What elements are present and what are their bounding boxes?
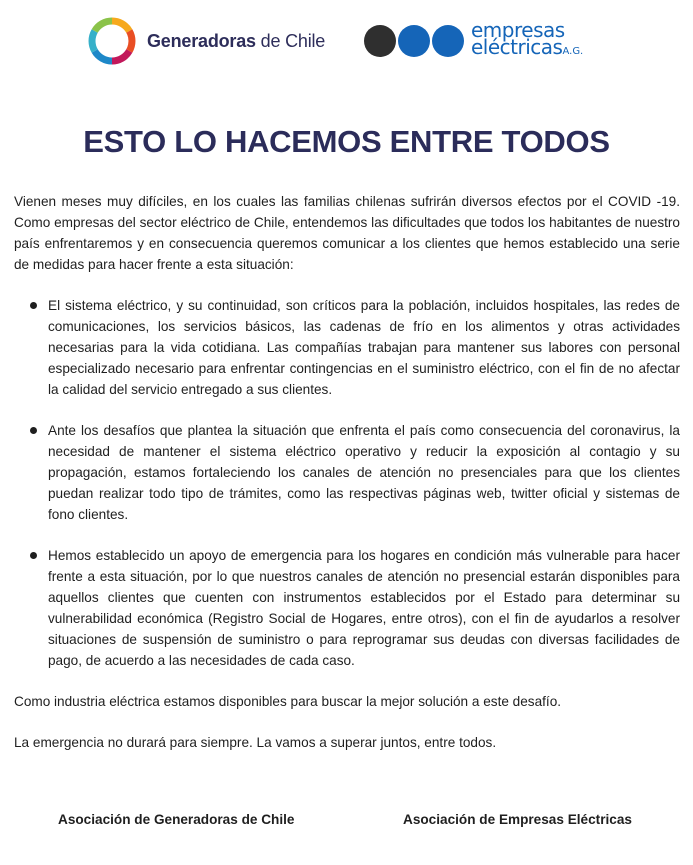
list-item: Hemos establecido un apoyo de emergencia para los hogares en condición más vulnerable para hacer frente a esta situación, por lo que nuestros canales de atención no presencial estarán disponibles para aquellos clientes que cuenten con instrumentos establecidos por el Estado para determinar su vulnerabilidad económica (Registro Social de Hogares, entre otros), con el fin de ayudarlos a resolver situaciones de suspensión de suministro o para reprogramar sus deudas con diversas facilidades de pago, de acuerdo a las necesidades de cada caso.: [14, 545, 680, 671]
bullet-icon: [30, 302, 37, 309]
bullet-icon: [30, 427, 37, 434]
signatures: [0, 812, 693, 832]
measures-list: [14, 295, 680, 671]
header-logos: [0, 14, 693, 68]
signature-empresas: Asociación de Empresas Eléctricas: [403, 812, 632, 827]
empresas-logo-text: empresas eléctricasA.G.: [471, 18, 584, 59]
list-item: Ante los desafíos que plantea la situación que enfrenta el país como consecuencia del coronavirus, la necesidad de mantener el sistema eléctrico operativo y reducir la exposición al contagio y su propagación, estamos fortaleciendo los canales de atención no presenciales para que los clientes puedan realizar todo tipo de trámites, como las respectivas páginas web, twitter oficial y sistemas de fono clientes.: [14, 420, 680, 525]
document-body: [14, 191, 680, 753]
signature-generadoras: Asociación de Generadoras de Chile: [58, 812, 295, 827]
closing-paragraph-2: La emergencia no durará para siempre. La vamos a superar juntos, entre todos.: [14, 735, 497, 750]
list-item: El sistema eléctrico, y su continuidad, son críticos para la población, incluidos hospitales, las redes de comunicaciones, los servicios básicos, las cadenas de frío en los alimentos y otras actividades necesarias para la vida cotidiana. Las compañías trabajan para mantener sus labores con personal especializado necesario para enfrentar contingencias en el suministro eléctrico, con el fin de no afectar la calidad del servicio entregado a sus clientes.: [14, 295, 680, 400]
empresas-circles-icon: [363, 24, 465, 58]
page-title: ESTO LO HACEMOS ENTRE TODOS: [83, 124, 610, 159]
generadoras-logo: [86, 14, 325, 68]
closing-paragraph-1: Como industria eléctrica estamos disponibles para buscar la mejor solución a este desafío.: [14, 694, 562, 709]
generadoras-ring-icon: [86, 15, 138, 67]
empresas-electricas-logo: [363, 18, 583, 64]
generadoras-logo-name: Generadoras de Chile: [147, 30, 326, 51]
intro-paragraph: Vienen meses muy difíciles, en los cuales las familias chilenas sufrirán diversos efectos por el COVID -19. Como empresas del sector eléctrico de Chile, entendemos las dificultades que todos los habitantes de nuestro país enfrentaremos y en consecuencia queremos comunicar a los clientes que hemos establecido una serie de medidas para hacer frente a esta situación:: [14, 194, 680, 272]
bullet-icon: [30, 552, 37, 559]
